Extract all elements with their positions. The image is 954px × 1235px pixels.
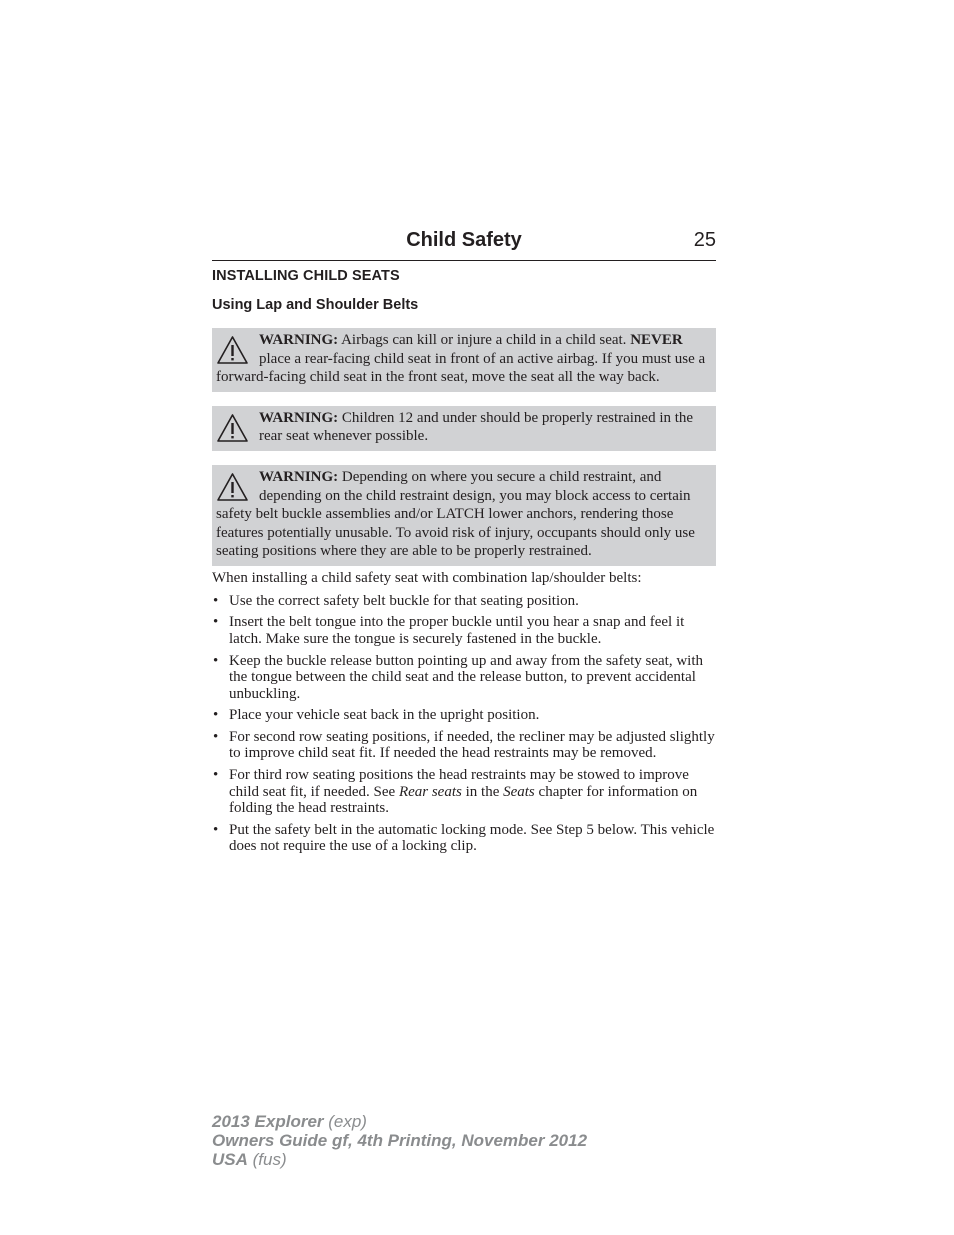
instruction-list	[212, 593, 716, 855]
warning-label: WARNING:	[259, 332, 339, 348]
warning-text: place a rear-facing child seat in front of an active airbag. If you must use a forward-facing child seat in the front seat, move the seat all the way back.	[216, 350, 706, 386]
list-item	[212, 614, 716, 647]
warning-text: Airbags can kill or injure a child in a child seat.	[338, 332, 631, 348]
bullet-icon: •	[213, 728, 219, 745]
footer-line-model	[212, 1112, 587, 1131]
list-item-text: For second row seating positions, if needed, the recliner may be adjusted slightly to improve child seat fit. If needed the head restraints may be removed.	[229, 728, 715, 762]
cross-reference-seats: Seats	[503, 783, 535, 800]
bullet-icon: •	[213, 614, 219, 631]
list-item-text: Use the correct safety belt buckle for that seating position.	[229, 592, 579, 609]
list-item-text: in the	[461, 783, 504, 800]
footer-code: (fus)	[247, 1150, 287, 1169]
page-header	[212, 226, 716, 261]
footer-code: (exp)	[323, 1112, 367, 1131]
chapter-title: Child Safety	[406, 229, 522, 251]
bullet-icon: •	[213, 652, 219, 669]
subheading: Using Lap and Shoulder Belts	[212, 297, 419, 313]
list-item-text: Put the safety belt in the automatic locking mode. See Step 5 below. This vehicle does not require the use of a locking clip.	[229, 821, 715, 855]
warning-text: Children 12 and under should be properly restrained in the rear seat whenever possible.	[259, 409, 694, 445]
cross-reference-rear-seats: Rear seats	[398, 783, 462, 800]
bullet-icon: •	[213, 592, 219, 609]
section-heading: INSTALLING CHILD SEATS	[212, 268, 400, 284]
warning-triangle-icon	[216, 413, 249, 443]
footer-line-market	[212, 1150, 587, 1169]
footer-market: USA	[212, 1150, 248, 1169]
warning-text: Depending on where you secure a child restraint, and depending on the child restraint design, you may block access to certain safety belt buckle assemblies and/or LATCH lower anchors, rendering those features potentially unusable. To avoid risk of injury, occupants should only use seating positions where they are able to be properly restrained.	[216, 468, 695, 560]
warning-box-latch	[212, 465, 716, 566]
list-item-text: Keep the buckle release button pointing up and away from the safety seat, with the tongue between the child seat and the release button, to prevent accidental unbuckling.	[229, 652, 704, 702]
warning-box-airbag	[212, 328, 716, 392]
bullet-icon: •	[213, 767, 219, 784]
list-item	[212, 707, 716, 724]
warning-emphasis: NEVER	[630, 332, 683, 348]
page-content	[212, 226, 716, 860]
intro-paragraph: When installing a child safety seat with combination lap/shoulder belts:	[212, 569, 642, 586]
list-item-text: chapter for information on folding the head restraints.	[229, 783, 698, 817]
list-item	[212, 593, 716, 610]
page-footer	[212, 1112, 587, 1169]
footer-model: 2013 Explorer	[212, 1112, 324, 1131]
warning-box-rear-seat	[212, 406, 716, 451]
list-item	[212, 822, 716, 855]
warning-label: WARNING:	[259, 409, 339, 426]
list-item	[212, 653, 716, 703]
footer-line-guide	[212, 1131, 587, 1150]
list-item	[212, 767, 716, 817]
list-item-text: Insert the belt tongue into the proper buckle until you hear a snap and feel it latch. Make sure the tongue is securely fastened in the buckle.	[229, 614, 685, 647]
list-item-text: For third row seating positions the head restraints may be stowed to improve child seat fit, if needed. See	[229, 767, 689, 800]
warning-triangle-icon	[216, 472, 249, 502]
warning-triangle-icon	[216, 335, 249, 365]
warning-label: WARNING:	[259, 468, 339, 485]
bullet-icon: •	[213, 821, 219, 838]
page-number: 25	[693, 229, 716, 251]
list-item-text: Place your vehicle seat back in the upright position.	[229, 707, 540, 724]
list-item	[212, 729, 716, 762]
bullet-icon: •	[213, 707, 219, 724]
footer-guide: Owners Guide gf, 4th Printing, November 2012	[212, 1131, 588, 1150]
